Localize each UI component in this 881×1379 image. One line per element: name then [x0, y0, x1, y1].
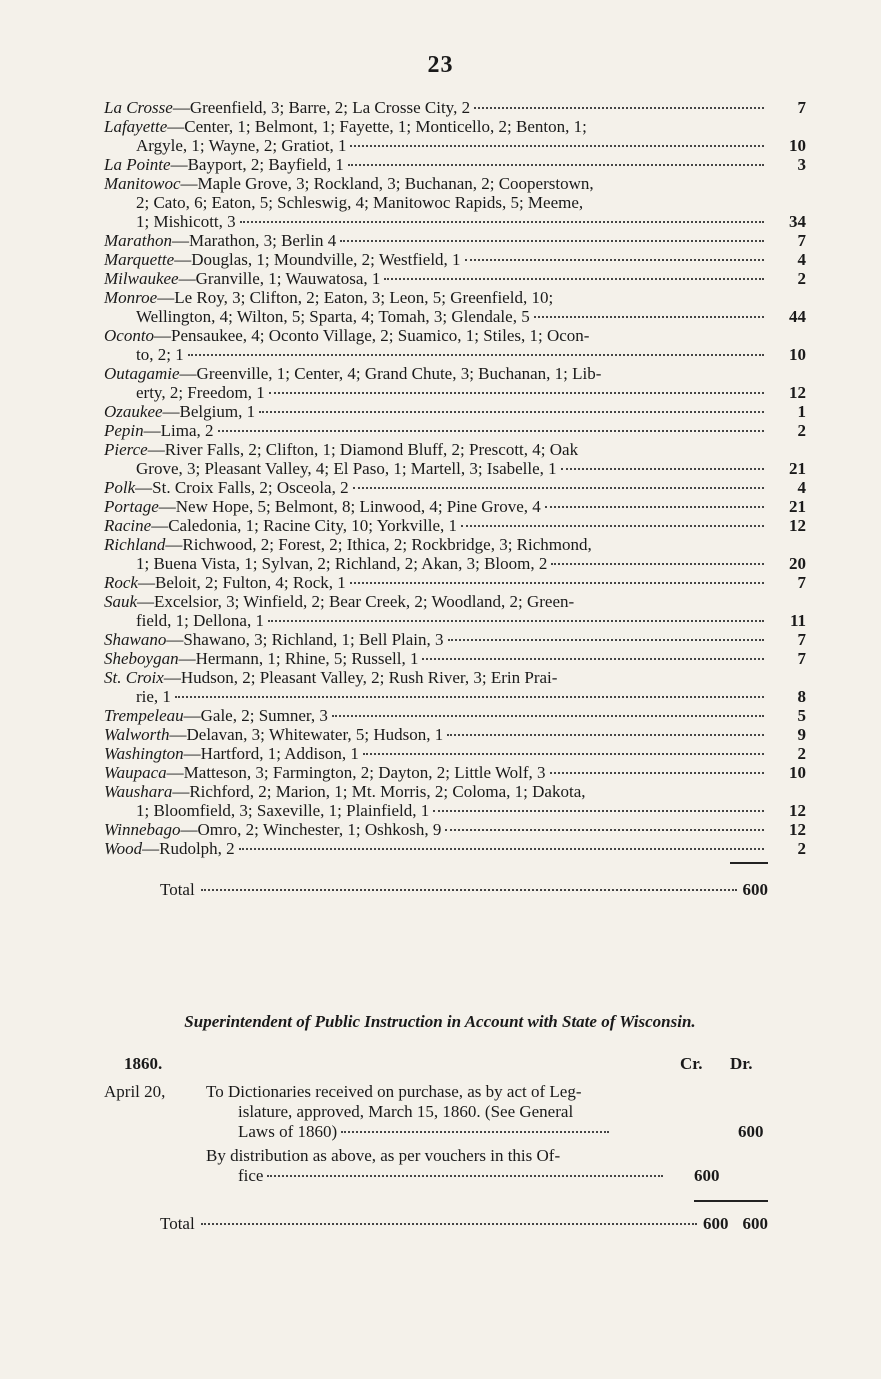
leader-dots [201, 889, 737, 891]
township-list: —Rudolph, 2 [142, 839, 235, 858]
township-list: —Caledonia, 1; Racine City, 10; Yorkville, 1 [151, 516, 458, 535]
county-entry [104, 421, 806, 440]
entry-line: islature, approved, March 15, 1860. (See General [238, 1102, 574, 1121]
county-entry [104, 231, 806, 250]
county-total: 2 [797, 839, 806, 858]
county-entry [104, 630, 806, 649]
county-name: Richland [104, 535, 166, 554]
county-total: 8 [797, 687, 806, 706]
entry-line [104, 364, 768, 383]
leader-dots [259, 411, 764, 413]
county-entry [104, 440, 806, 478]
county-name: Sheboygan [104, 649, 179, 668]
township-list: —Gale, 2; Sumner, 3 [183, 706, 328, 725]
county-total: 1 [797, 402, 806, 421]
county-distribution-list [104, 98, 806, 858]
entry-line [104, 440, 768, 459]
county-name: Lafayette [104, 117, 168, 136]
county-name: Oconto [104, 326, 155, 345]
entry-line [104, 744, 768, 763]
entry-line [104, 326, 768, 345]
county-total: 7 [797, 231, 806, 250]
county-name: Pepin [104, 421, 144, 440]
leader-dots [341, 1131, 609, 1133]
county-entry [104, 744, 806, 763]
township-list: —Omro, 2; Winchester, 1; Oshkosh, 9 [180, 820, 442, 839]
leader-dots [267, 1175, 663, 1177]
entry-line [104, 611, 768, 630]
entry-line [104, 706, 768, 725]
leader-dots [445, 829, 764, 831]
leader-dots [363, 753, 764, 755]
account-entry-distribution [104, 1146, 768, 1190]
township-list: —Pensaukee, 4; Oconto Village, 2; Suamico, 1; Stiles, 1; Ocon- [154, 326, 590, 345]
county-name: Outagamie [104, 364, 180, 383]
county-total: 20 [789, 554, 806, 573]
entry-line [104, 763, 768, 782]
entry-line [104, 839, 768, 858]
leader-dots [534, 316, 764, 318]
county-entry [104, 573, 806, 592]
county-name: Polk [104, 478, 136, 497]
county-total: 3 [797, 155, 806, 174]
township-list: 1; Buena Vista, 1; Sylvan, 2; Richland, 2; Akan, 3; Bloom, 2 [136, 554, 548, 573]
county-total: 2 [797, 421, 806, 440]
county-name: Racine [104, 516, 152, 535]
county-name: Rock [104, 573, 138, 592]
county-name: Marquette [104, 250, 175, 269]
county-name: Shawano [104, 630, 167, 649]
county-total: 12 [789, 801, 806, 820]
entry-line [104, 421, 768, 440]
account-heading: Superintendent of Public Instruction in Account with State of Wisconsin. [184, 1012, 696, 1031]
account-entry-purchase [104, 1082, 768, 1146]
township-list: —Granville, 1; Wauwatosa, 1 [178, 269, 381, 288]
county-name: Wood [104, 839, 143, 858]
township-list: —Douglas, 1; Moundville, 2; Westfield, 1 [174, 250, 461, 269]
leader-dots [447, 734, 764, 736]
county-entry [104, 592, 806, 630]
credit-amount: 600 [694, 1166, 720, 1185]
township-list: 1; Mishicott, 3 [136, 212, 236, 231]
entry-line [104, 782, 768, 801]
leader-dots [465, 259, 764, 261]
township-list: —Greenville, 1; Center, 4; Grand Chute, 3; Buchanan, 1; Lib- [179, 364, 602, 383]
county-total: 2 [797, 744, 806, 763]
entry-line: By distribution as above, as per vouchers in this Of- [206, 1146, 561, 1165]
entry-line [104, 174, 768, 193]
entry-line [104, 573, 768, 592]
entry-line [104, 117, 768, 136]
county-name: Portage [104, 497, 159, 516]
county-name: Milwaukee [104, 269, 179, 288]
county-name: Waushara [104, 782, 173, 801]
county-entry [104, 839, 806, 858]
entry-line [104, 383, 768, 402]
township-list: rie, 1 [136, 687, 171, 706]
township-list: —Shawano, 3; Richland, 1; Bell Plain, 3 [166, 630, 444, 649]
entry-line [104, 535, 768, 554]
entry-line [104, 554, 768, 573]
township-list: —Bayport, 2; Bayfield, 1 [170, 155, 344, 174]
township-list: —Hudson, 2; Pleasant Valley, 2; Rush River, 3; Erin Prai- [163, 668, 558, 687]
county-total: 21 [789, 497, 806, 516]
entry-text [206, 1082, 686, 1142]
grand-total-value: 600 [742, 880, 768, 899]
county-total: 12 [789, 820, 806, 839]
county-name: La Pointe [104, 155, 171, 174]
county-entry [104, 706, 806, 725]
county-entry [104, 117, 806, 155]
county-total: 44 [789, 307, 806, 326]
entry-line [104, 820, 768, 839]
entry-line [104, 345, 768, 364]
leader-dots [201, 1223, 697, 1225]
county-total: 5 [797, 706, 806, 725]
entry-line [104, 497, 768, 516]
county-entry [104, 649, 806, 668]
entry-line [104, 212, 768, 231]
county-total: 7 [797, 98, 806, 117]
entry-line [104, 630, 768, 649]
county-entry [104, 402, 806, 421]
entry-line [104, 98, 768, 117]
entry-line [104, 155, 768, 174]
township-list: —Beloit, 2; Fulton, 4; Rock, 1 [137, 573, 346, 592]
account-total-credit: 600 [703, 1214, 729, 1233]
entry-line [104, 478, 768, 497]
county-entry [104, 326, 806, 364]
grand-total-label: Total [160, 880, 195, 899]
county-total: 34 [789, 212, 806, 231]
county-name: Pierce [104, 440, 148, 459]
county-entry [104, 269, 806, 288]
county-total: 10 [789, 763, 806, 782]
township-list: —Belgium, 1 [162, 402, 256, 421]
leader-dots [240, 221, 764, 223]
entry-line [104, 516, 768, 535]
township-list: —Delavan, 3; Whitewater, 5; Hudson, 1 [169, 725, 444, 744]
county-name: Ozaukee [104, 402, 163, 421]
township-list: —Le Roy, 3; Clifton, 2; Eaton, 3; Leon, 5; Greenfield, 10; [157, 288, 554, 307]
entry-text [206, 1146, 686, 1186]
leader-dots [474, 107, 764, 109]
county-total: 12 [789, 383, 806, 402]
entry-line-text: fice [238, 1166, 264, 1185]
county-entry [104, 535, 806, 573]
township-list: —River Falls, 2; Clifton, 1; Diamond Bluff, 2; Prescott, 4; Oak [147, 440, 579, 459]
county-name: La Crosse [104, 98, 173, 117]
entry-line [206, 1122, 686, 1142]
entry-line [104, 288, 768, 307]
township-list: Argyle, 1; Wayne, 2; Gratiot, 1 [136, 136, 347, 155]
township-list: —Lima, 2 [143, 421, 214, 440]
township-list: —Matteson, 3; Farmington, 2; Dayton, 2; Little Wolf, 3 [166, 763, 546, 782]
township-list: Grove, 3; Pleasant Valley, 4; El Paso, 1; Martell, 3; Isabelle, 1 [136, 459, 557, 478]
leader-dots [340, 240, 764, 242]
account-year: 1860. [124, 1054, 163, 1073]
county-name: Walworth [104, 725, 170, 744]
township-list: —Richford, 2; Marion, 1; Mt. Morris, 2; Coloma, 1; Dakota, [172, 782, 586, 801]
township-list: —St. Croix Falls, 2; Osceola, 2 [135, 478, 349, 497]
township-list: 2; Cato, 6; Eaton, 5; Schleswig, 4; Manitowoc Rapids, 5; Meeme, [136, 193, 584, 212]
township-list: —Marathon, 3; Berlin 4 [172, 231, 337, 250]
leader-dots [239, 848, 764, 850]
county-entry [104, 668, 806, 706]
entry-line: To Dictionaries received on purchase, as by act of Leg- [206, 1082, 582, 1101]
grand-total-row [160, 880, 768, 900]
township-list: —Hartford, 1; Addison, 1 [183, 744, 359, 763]
entry-line [104, 725, 768, 744]
township-list: erty, 2; Freedom, 1 [136, 383, 265, 402]
county-entry [104, 174, 806, 231]
county-entry [104, 725, 806, 744]
entry-line [104, 250, 768, 269]
entry-line-text: Laws of 1860) [238, 1122, 338, 1141]
leader-dots [561, 468, 764, 470]
entry-line [104, 136, 768, 155]
county-entry [104, 288, 806, 326]
county-total: 21 [789, 459, 806, 478]
leader-dots [218, 430, 764, 432]
county-total: 7 [797, 573, 806, 592]
county-entry [104, 478, 806, 497]
leader-dots [348, 164, 764, 166]
county-total: 4 [797, 250, 806, 269]
county-total: 2 [797, 269, 806, 288]
leader-dots [175, 696, 764, 698]
leader-dots [433, 810, 764, 812]
leader-dots [268, 620, 764, 622]
county-total: 7 [797, 630, 806, 649]
township-list: to, 2; 1 [136, 345, 184, 364]
county-name: Monroe [104, 288, 158, 307]
county-entry [104, 98, 806, 117]
page-number: 23 [427, 52, 454, 78]
county-name: Manitowoc [104, 174, 181, 193]
township-list: 1; Bloomfield, 3; Saxeville, 1; Plainfield, 1 [136, 801, 430, 820]
township-list: —New Hope, 5; Belmont, 8; Linwood, 4; Pine Grove, 4 [158, 497, 541, 516]
county-name: Washington [104, 744, 184, 763]
county-name: Trempeleau [104, 706, 184, 725]
leader-dots [551, 563, 764, 565]
entry-line [104, 668, 768, 687]
account-total-row [160, 1214, 768, 1234]
leader-dots [350, 582, 764, 584]
entry-line [206, 1166, 686, 1186]
county-total: 7 [797, 649, 806, 668]
total-rule [730, 862, 768, 864]
county-entry [104, 516, 806, 535]
entry-line [104, 459, 768, 478]
township-list: field, 1; Dellona, 1 [136, 611, 264, 630]
debit-label: Dr. [730, 1054, 753, 1073]
entry-line [104, 269, 768, 288]
leader-dots [384, 278, 764, 280]
township-list: —Richwood, 2; Forest, 2; Ithica, 2; Rockbridge, 3; Richmond, [165, 535, 592, 554]
county-entry [104, 497, 806, 516]
entry-line [104, 801, 768, 820]
township-list: —Center, 1; Belmont, 1; Fayette, 1; Monticello, 2; Benton, 1; [167, 117, 587, 136]
county-name: Waupaca [104, 763, 167, 782]
entry-line [104, 592, 768, 611]
leader-dots [350, 145, 764, 147]
leader-dots [461, 525, 764, 527]
county-name: St. Croix [104, 668, 164, 687]
county-entry [104, 364, 806, 402]
leader-dots [332, 715, 764, 717]
county-name: Marathon [104, 231, 172, 250]
leader-dots [269, 392, 764, 394]
leader-dots [545, 506, 764, 508]
entry-line [104, 687, 768, 706]
entry-line [104, 193, 768, 212]
leader-dots [188, 354, 764, 356]
leader-dots [422, 658, 764, 660]
county-entry [104, 250, 806, 269]
county-name: Sauk [104, 592, 138, 611]
credit-label: Cr. [680, 1054, 703, 1073]
county-total: 12 [789, 516, 806, 535]
leader-dots [353, 487, 764, 489]
county-total: 10 [789, 136, 806, 155]
county-total: 11 [789, 611, 806, 630]
entry-date: April 20, [104, 1082, 166, 1101]
entry-line [104, 649, 768, 668]
account-total-label: Total [160, 1214, 195, 1233]
county-entry [104, 155, 806, 174]
county-entry [104, 820, 806, 839]
county-total: 10 [789, 345, 806, 364]
county-name: Winnebago [104, 820, 181, 839]
county-total: 9 [797, 725, 806, 744]
entry-line [104, 402, 768, 421]
county-entry [104, 763, 806, 782]
township-list: Wellington, 4; Wilton, 5; Sparta, 4; Tomah, 3; Glendale, 5 [136, 307, 530, 326]
township-list: —Maple Grove, 3; Rockland, 3; Buchanan, 2; Cooperstown, [180, 174, 594, 193]
leader-dots [448, 639, 764, 641]
entry-line [104, 307, 768, 326]
account-total-rule [694, 1200, 768, 1202]
account-total-debit: 600 [742, 1214, 768, 1233]
leader-dots [550, 772, 764, 774]
township-list: —Greenfield, 3; Barre, 2; La Crosse City, 2 [172, 98, 471, 117]
county-entry [104, 782, 806, 820]
county-total: 4 [797, 478, 806, 497]
township-list: —Excelsior, 3; Winfield, 2; Bear Creek, 2; Woodland, 2; Green- [137, 592, 575, 611]
debit-amount: 600 [738, 1122, 764, 1141]
entry-line [104, 231, 768, 250]
township-list: —Hermann, 1; Rhine, 5; Russell, 1 [178, 649, 419, 668]
